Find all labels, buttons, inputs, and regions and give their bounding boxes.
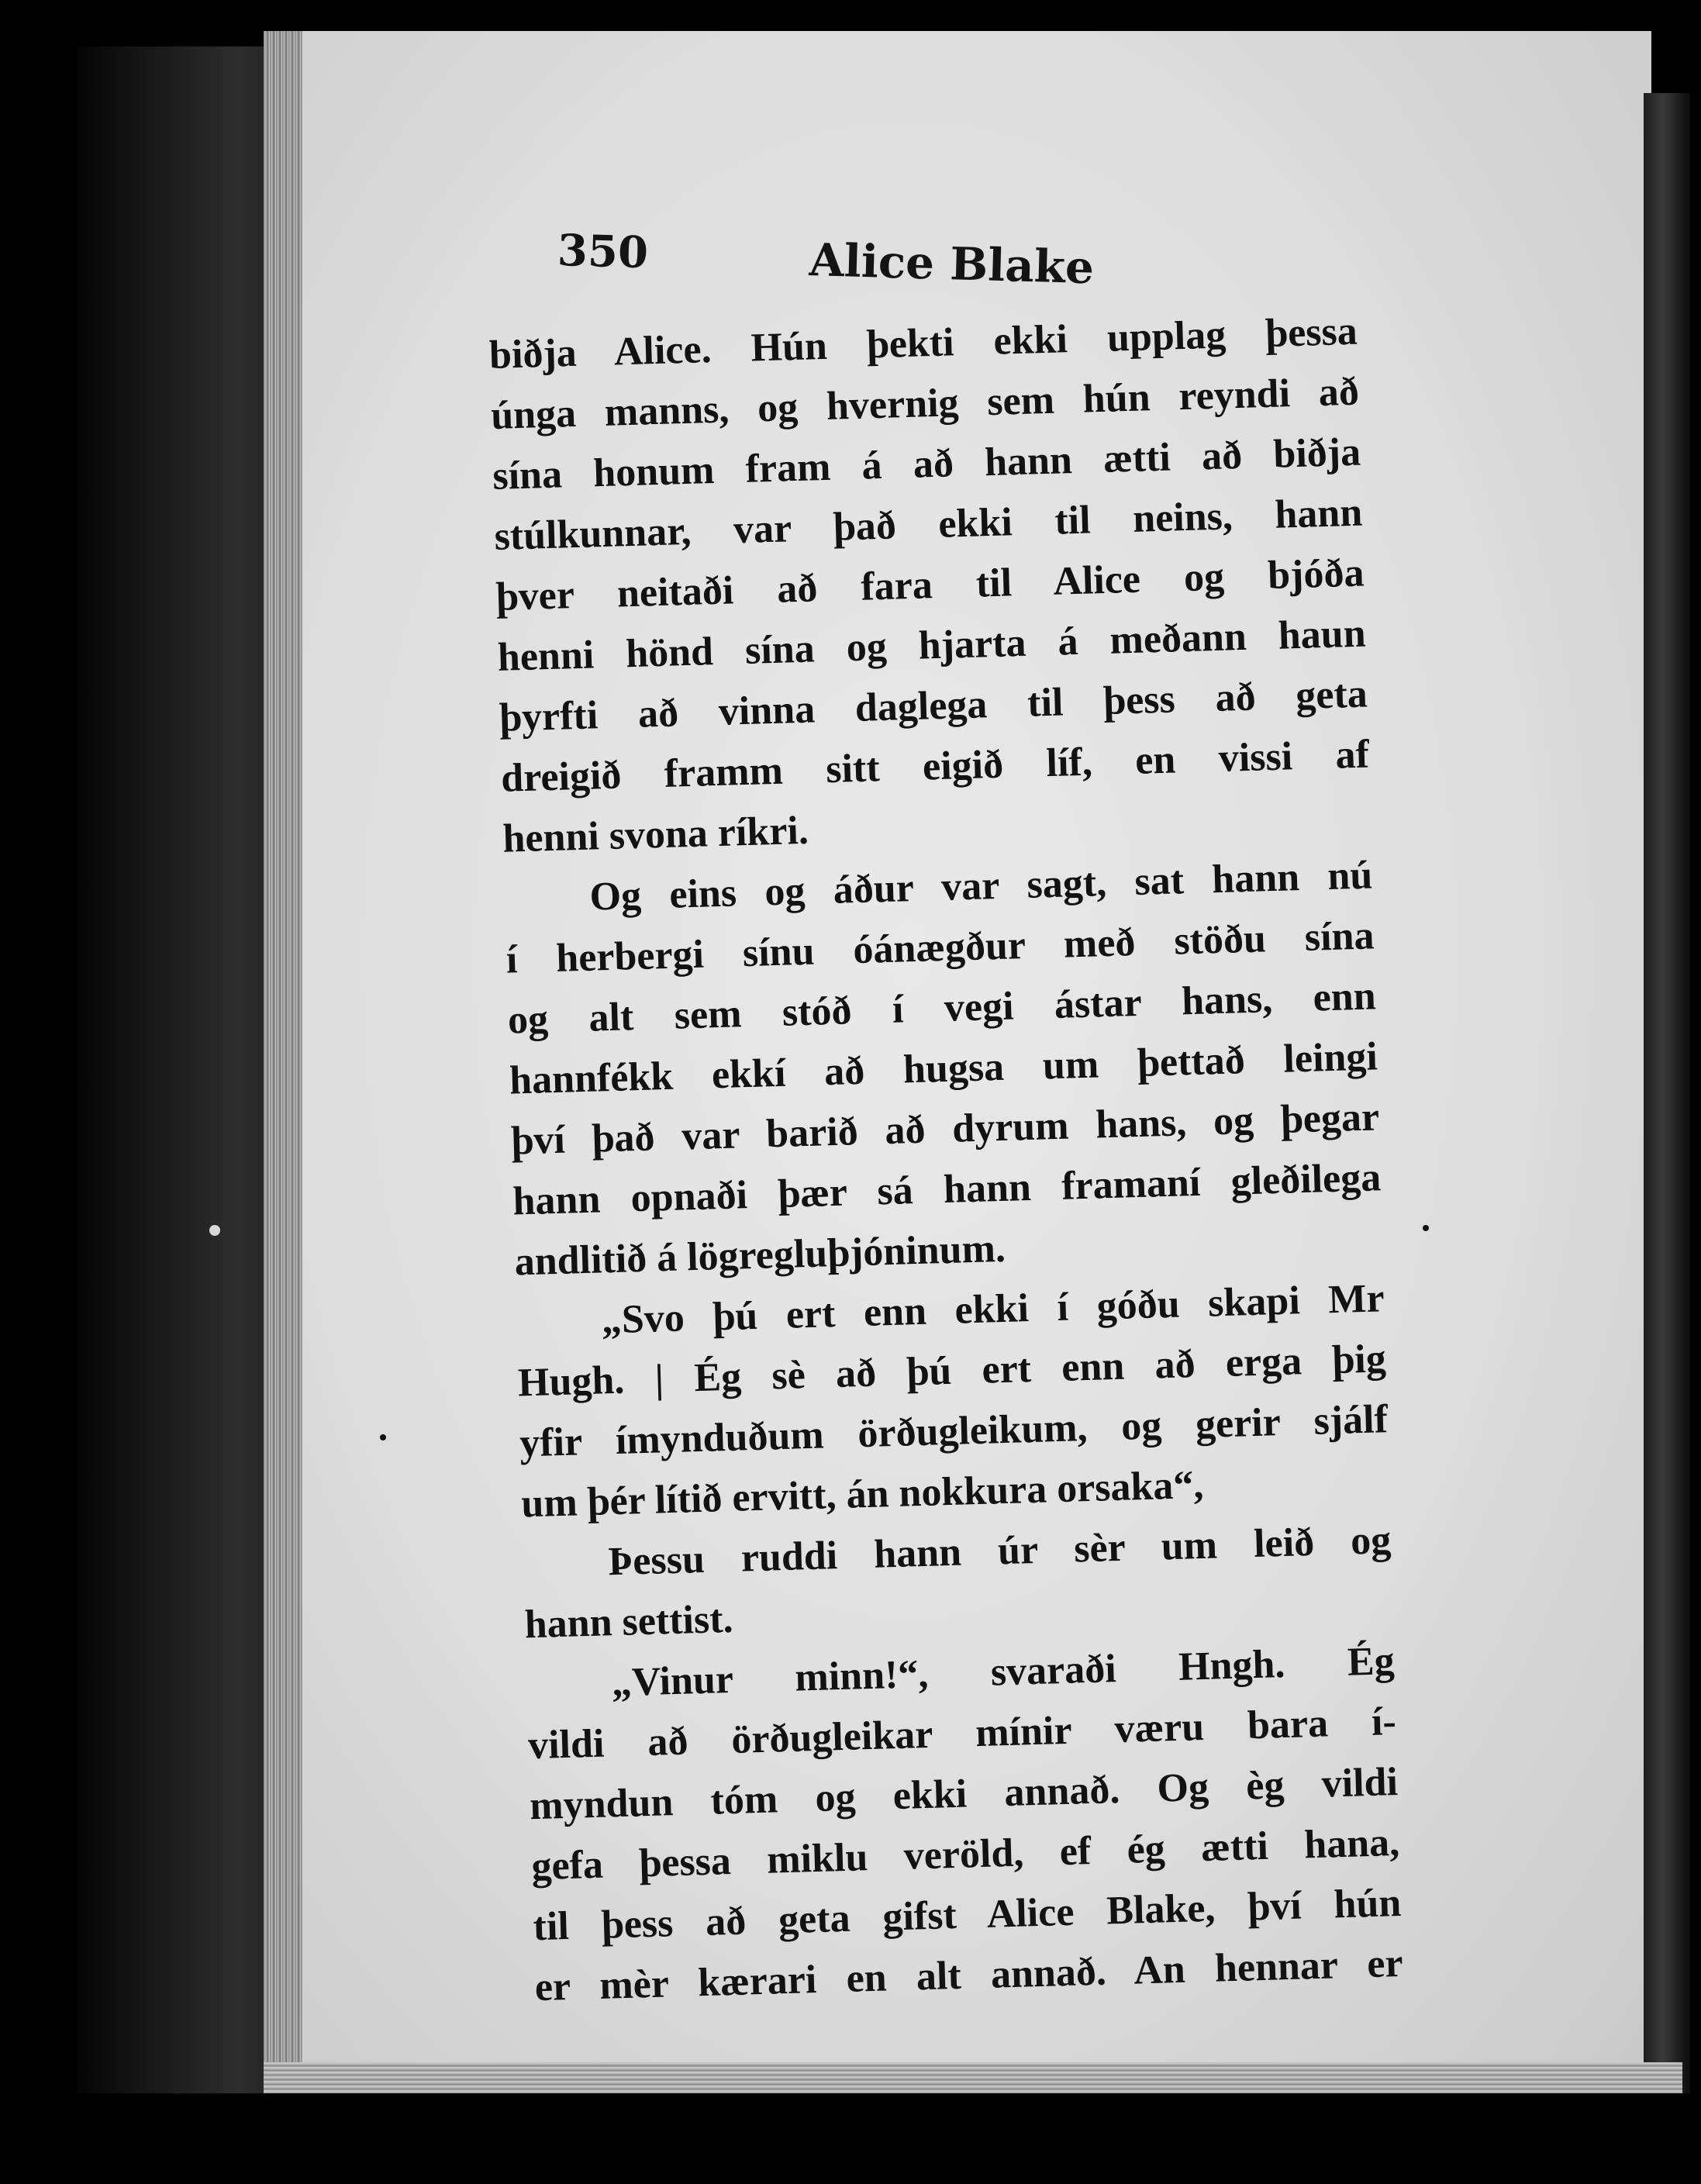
text-line: sína honum fram á að hann ætti að biðja [492, 430, 1361, 499]
text-line: henni hönd sína og hjarta á meðann haun [497, 611, 1367, 680]
text-line: „Vinur minn!“, svaraði Hngh. Ég [611, 1639, 1396, 1706]
text-line: hannfékk ekkí að hugsa um þettað leingi [509, 1034, 1378, 1103]
text-line: biðja Alice. Hún þekti ekki upplag þessa [488, 309, 1358, 378]
scan-speck [1423, 1225, 1429, 1231]
text-line: Þessu ruddi hann úr sèr um leið og [607, 1518, 1392, 1585]
text-line: um þér lítið ervitt, án nokkura orsaka“, [520, 1462, 1205, 1527]
page-bottom-edge [264, 2062, 1682, 2093]
text-line: því það var barið að dyrum hans, og þegar [510, 1095, 1380, 1164]
text-line: er mèr kærari en alt annað. An hennar er [534, 1941, 1404, 2010]
text-line: „Svo þú ert enn ekki í góðu skapi Mr [601, 1276, 1385, 1343]
page-number: 350 [557, 225, 649, 279]
text-line: og alt sem stóð í vegi ástar hans, enn [507, 974, 1377, 1043]
text-line: hann opnaði þær sá hann framaní gleðilega [512, 1155, 1382, 1224]
text-line: þyrfti að vinna daglega til þess að geta [499, 671, 1368, 740]
page-right-edge [1644, 93, 1690, 2093]
text-line: andlitið á lögregluþjóninum. [513, 1226, 1006, 1285]
text-line: þver neitaði að fara til Alice og bjóða [495, 550, 1365, 619]
text-line: únga manns, og hvernig sem hún reyndi að [490, 369, 1360, 438]
scan-speck [380, 1434, 386, 1440]
running-title: Alice Blake [808, 233, 1095, 295]
text-line: hann settist. [524, 1596, 734, 1647]
text-line: gefa þessa miklu veröld, ef ég ætti hana, [530, 1820, 1400, 1889]
text-line: í herbergi sínu óánægður með stöðu sína [505, 913, 1375, 982]
scan-speck [209, 1225, 220, 1236]
text-line: stúlkunnar, var það ekki til neins, hann [493, 490, 1363, 559]
text-line: Og eins og áður var sagt, sat hann nú [588, 853, 1374, 919]
text-line: myndun tóm og ekki annað. Og èg vildi [529, 1759, 1399, 1829]
text-line: til þess að geta gifst Alice Blake, því hún [532, 1880, 1403, 1950]
text-line: Hugh. | Ég sè að þú ert enn að erga þig [517, 1337, 1387, 1406]
text-line: dreigið framm sitt eigið líf, en vissi af [500, 732, 1370, 801]
text-line: henni svona ríkri. [502, 808, 809, 861]
text-line: vildi að örðugleikar mínir væru bara í- [527, 1699, 1397, 1768]
body-text [488, 302, 1404, 2018]
text-line: yfir ímynduðum örðugleikum, og gerir sjálf [519, 1397, 1389, 1466]
